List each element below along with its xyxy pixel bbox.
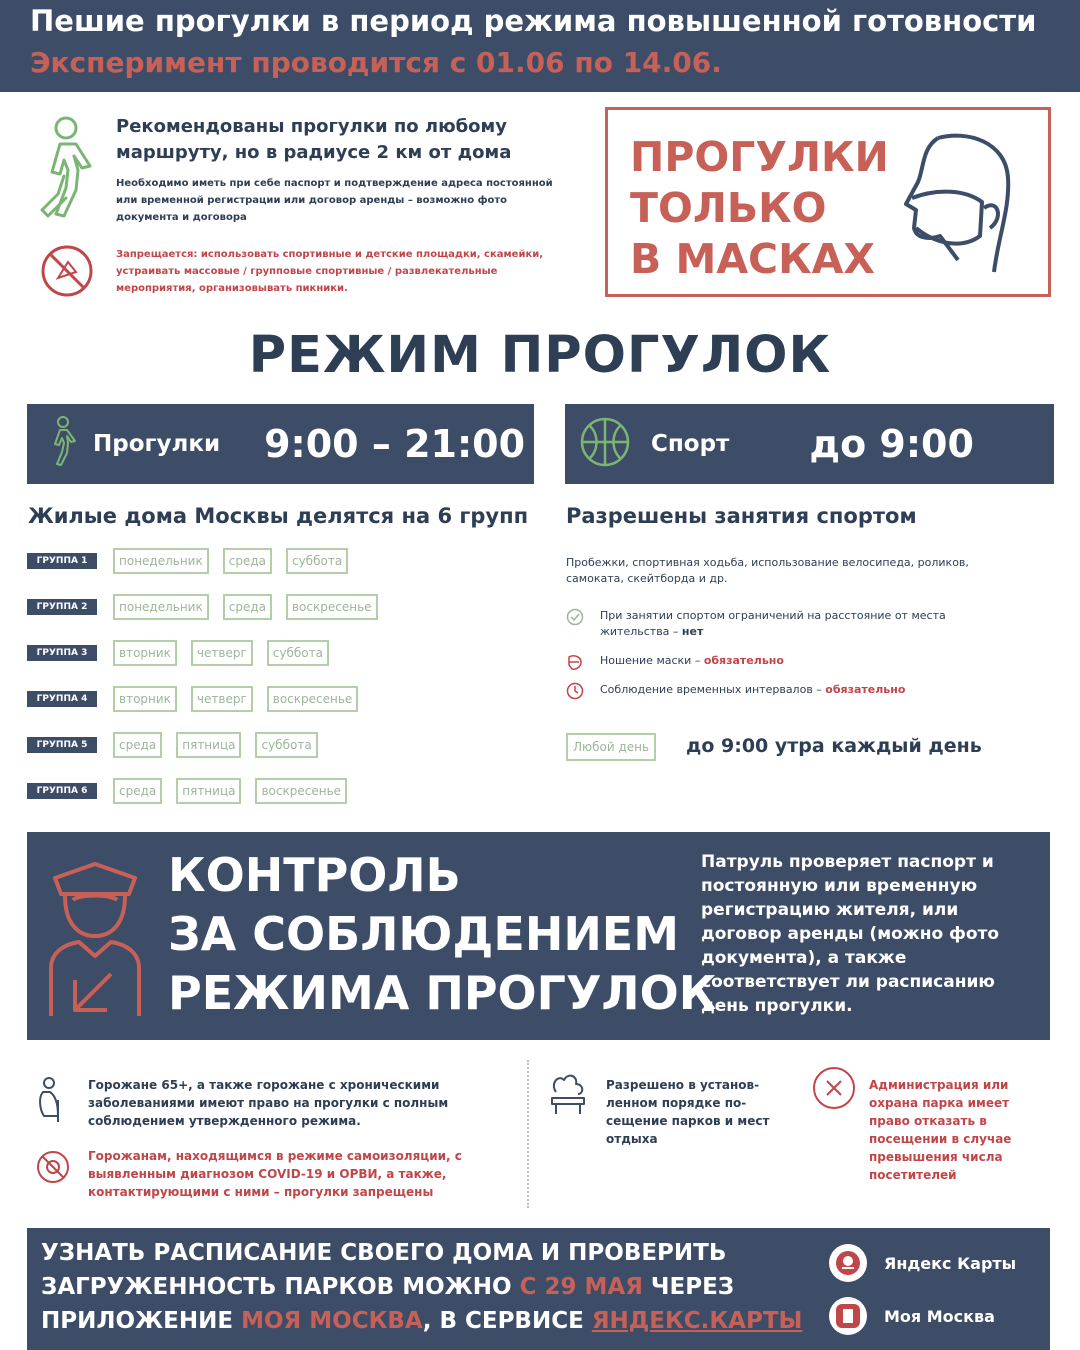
any-day-text: до 9:00 утра каждый день <box>686 735 982 757</box>
clock-icon <box>566 682 586 705</box>
intro-body: Необходимо иметь при себе паспорт и подтверждение адреса постоянной или временной регистрации или договор аренды – возможно фото документа и договора <box>116 178 553 223</box>
group-badge: ГРУППА 5 <box>27 737 97 753</box>
sport-rule-text: Соблюдение временных интервалов – <box>600 683 826 696</box>
sport-rule-text: При занятии спортом ограничений на расстояние от места жительства – <box>600 609 946 638</box>
yandex-maps-icon <box>829 1244 867 1282</box>
day-chip: среда <box>113 732 162 758</box>
header-subtitle: Эксперимент проводится с 01.06 по 14.06. <box>30 46 722 79</box>
group-row-3 <box>27 638 343 668</box>
day-chip: суббота <box>286 548 348 574</box>
day-chip: четверг <box>191 686 253 712</box>
app-label: Яндекс Карты <box>884 1253 1017 1273</box>
footer-line-1: УЗНАТЬ РАСПИСАНИЕ СВОЕГО ДОМА И ПРОВЕРИТЬ <box>41 1240 727 1266</box>
day-chip: среда <box>223 548 272 574</box>
day-chip: четверг <box>191 640 253 666</box>
footer-text <box>41 1236 802 1338</box>
control-text: Патруль проверяет паспорт и постоянную или временную регистрацию жителя, или договор аренды (можно фото документа), а также соответствует ли расписанию день прогулки. <box>701 852 1000 1016</box>
footer-line-2: ЗАГРУЖЕННОСТЬ ПАРКОВ МОЖНО С 29 МАЯ ЧЕРЕЗ <box>41 1274 735 1300</box>
sport-hours-bar <box>565 404 1054 484</box>
park-bench-icon <box>548 1072 588 1120</box>
control-title: КОНТРОЛЬ ЗА СОБЛЮДЕНИЕМ РЕЖИМА ПРОГУЛОК <box>168 848 717 1020</box>
intro-heading: Рекомендованы прогулки по любому маршруту, но в радиусе 2 км от дома <box>116 116 512 163</box>
day-chip: воскресенье <box>267 686 359 712</box>
walking-person-icon <box>34 114 98 222</box>
masks-required-box <box>605 107 1051 297</box>
police-officer-icon <box>45 860 145 1024</box>
virus-ban-icon <box>36 1150 70 1188</box>
mask-icon <box>566 653 586 676</box>
footer-service-link[interactable]: ЯНДЕКС.КАРТЫ <box>591 1308 803 1334</box>
day-chip: суббота <box>267 640 329 666</box>
walk-bar-label: Прогулки <box>93 431 221 457</box>
group-badge: ГРУППА 1 <box>27 553 97 569</box>
prohibition-text: Запрещается: использовать спортивные и детские площадки, скамейки, устраивать массовые / групповые спортивные / развлекательные мероприятия, организовывать пикники. <box>116 249 544 294</box>
group-row-6 <box>27 776 361 806</box>
moscow-app-icon <box>829 1297 867 1335</box>
note-covid: Горожанам, находящимся в режиме самоизоляции, с выявленным диагнозом COVID-19 и ОРВИ, а также, контактирующими с ними – прогулки запрещены <box>88 1149 462 1199</box>
face-mask-icon <box>898 128 1018 282</box>
sport-rule-text: Ношение маски – <box>600 654 704 667</box>
sport-rule-value: обязательно <box>825 683 906 696</box>
note-parks: Разрешено в установ-ленном порядке по-сещение парков и мест отдыха <box>606 1078 770 1146</box>
masks-required-text: ПРОГУЛКИ ТОЛЬКО В МАСКАХ <box>630 133 889 283</box>
sport-bar-time: до 9:00 <box>809 422 974 466</box>
elderly-person-icon <box>34 1076 64 1128</box>
close-circle-icon <box>812 1066 856 1114</box>
control-banner <box>27 832 1050 1040</box>
day-chip: среда <box>223 594 272 620</box>
group-badge: ГРУППА 6 <box>27 783 97 799</box>
day-chip: пятница <box>176 778 241 804</box>
group-row-2 <box>27 592 392 622</box>
basketball-icon <box>579 416 631 472</box>
day-chip: вторник <box>113 686 177 712</box>
group-row-5 <box>27 730 332 760</box>
day-chip: пятница <box>176 732 241 758</box>
app-yandex-maps[interactable] <box>829 1244 1016 1282</box>
header-banner <box>0 0 1080 92</box>
group-badge: ГРУППА 4 <box>27 691 97 707</box>
walking-person-icon <box>47 416 79 472</box>
group-badge: ГРУППА 2 <box>27 599 97 615</box>
day-chip: суббота <box>255 732 317 758</box>
group-badge: ГРУППА 3 <box>27 645 97 661</box>
day-chip: понедельник <box>113 548 209 574</box>
group-row-1 <box>27 546 362 576</box>
sport-bar-label: Спорт <box>651 431 730 457</box>
app-label: Моя Москва <box>884 1306 995 1326</box>
divider <box>527 1060 529 1208</box>
sport-rule-distance <box>566 608 1016 640</box>
groups-heading: Жилые дома Москвы делятся на 6 групп <box>28 504 529 528</box>
sport-rule-value: обязательно <box>703 654 784 667</box>
footer-line-3: ПРИЛОЖЕНИЕ МОЯ МОСКВА, В СЕРВИСЕ ЯНДЕКС.КАРТЫ <box>41 1308 803 1334</box>
day-chip: воскресенье <box>255 778 347 804</box>
day-chip: воскресенье <box>286 594 378 620</box>
sport-description: Пробежки, спортивная ходьба, использование велосипеда, роликов, самоката, скейтборда и др. <box>566 556 969 585</box>
any-day-chip: Любой день <box>566 733 656 761</box>
sport-rule-value: нет <box>681 625 704 638</box>
footer-date-highlight: С 29 МАЯ <box>519 1274 643 1300</box>
note-admin: Администрация или охрана парка имеет право отказать в посещении в случае превышения числа посетителей <box>869 1078 1012 1182</box>
app-moscow[interactable] <box>829 1297 995 1335</box>
no-picnic-icon <box>38 244 96 298</box>
day-chip: понедельник <box>113 594 209 620</box>
header-title: Пешие прогулки в период режима повышенной готовности <box>30 4 1037 38</box>
footer-app-highlight: МОЯ МОСКВА <box>241 1308 423 1334</box>
sport-rule-time <box>566 682 1016 705</box>
note-seniors: Горожане 65+, а также горожане с хроническими заболеваниями имеют право на прогулки с полным соблюдением утвержденного режима. <box>88 1078 449 1128</box>
sport-heading: Разрешены занятия спортом <box>566 504 917 528</box>
walk-hours-bar <box>27 404 534 484</box>
sport-rule-mask <box>566 653 1016 676</box>
day-chip: вторник <box>113 640 177 666</box>
footer-banner <box>27 1228 1050 1350</box>
day-chip: среда <box>113 778 162 804</box>
mode-title: РЕЖИМ ПРОГУЛОК <box>248 326 832 385</box>
group-row-4 <box>27 684 372 714</box>
walk-bar-time: 9:00 – 21:00 <box>264 422 526 466</box>
check-circle-icon <box>566 608 586 631</box>
